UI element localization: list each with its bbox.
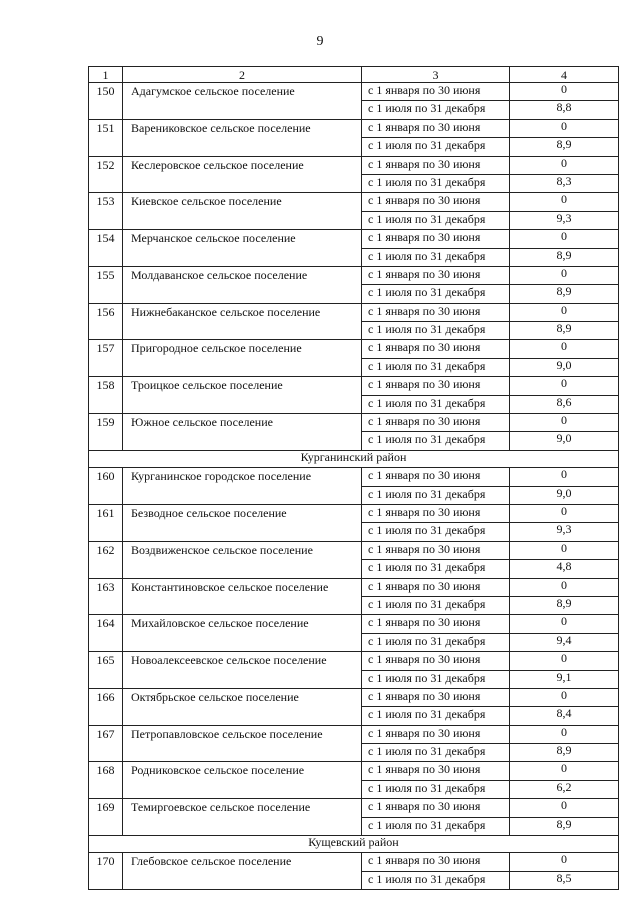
row-number: 152 [89, 156, 123, 193]
table-header-row [89, 67, 619, 83]
settlements-table [88, 66, 619, 890]
value-second-half: 9,0 [510, 486, 619, 504]
value-second-half: 8,6 [510, 395, 619, 413]
value-first-half: 0 [510, 468, 619, 486]
period-second-half: с 1 июля по 31 декабря [362, 670, 510, 688]
table-body [89, 67, 619, 890]
value-first-half: 0 [510, 853, 619, 871]
period-second-half: с 1 июля по 31 декабря [362, 432, 510, 450]
period-first-half: с 1 января по 30 июня [362, 119, 510, 137]
value-first-half: 0 [510, 377, 619, 395]
value-first-half: 0 [510, 303, 619, 321]
period-second-half: с 1 июля по 31 декабря [362, 248, 510, 266]
row-number: 155 [89, 266, 123, 303]
table-row [89, 541, 619, 559]
period-second-half: с 1 июля по 31 декабря [362, 322, 510, 340]
settlement-name: Киевское сельское поселение [123, 193, 362, 230]
value-first-half: 0 [510, 504, 619, 522]
period-second-half: с 1 июля по 31 декабря [362, 871, 510, 889]
value-first-half: 0 [510, 762, 619, 780]
table-row [89, 414, 619, 432]
period-first-half: с 1 января по 30 июня [362, 230, 510, 248]
value-second-half: 8,9 [510, 285, 619, 303]
row-number: 170 [89, 853, 123, 890]
table-row [89, 615, 619, 633]
settlement-name: Октябрьское сельское поселение [123, 688, 362, 725]
period-second-half: с 1 июля по 31 декабря [362, 138, 510, 156]
period-first-half: с 1 января по 30 июня [362, 578, 510, 596]
settlement-name: Новоалексеевское сельское поселение [123, 652, 362, 689]
value-first-half: 0 [510, 83, 619, 101]
row-number: 158 [89, 377, 123, 414]
period-second-half: с 1 июля по 31 декабря [362, 395, 510, 413]
column-header-2: 2 [123, 67, 362, 83]
period-first-half: с 1 января по 30 июня [362, 468, 510, 486]
value-first-half: 0 [510, 414, 619, 432]
settlement-name: Южное сельское поселение [123, 414, 362, 451]
value-first-half: 0 [510, 578, 619, 596]
value-second-half: 8,9 [510, 596, 619, 614]
period-second-half: с 1 июля по 31 декабря [362, 744, 510, 762]
value-second-half: 8,3 [510, 174, 619, 192]
value-second-half: 4,8 [510, 560, 619, 578]
period-first-half: с 1 января по 30 июня [362, 725, 510, 743]
settlement-name: Мерчанское сельское поселение [123, 230, 362, 267]
value-first-half: 0 [510, 266, 619, 284]
value-second-half: 6,2 [510, 780, 619, 798]
table-row [89, 578, 619, 596]
value-second-half: 9,0 [510, 358, 619, 376]
period-second-half: с 1 июля по 31 декабря [362, 817, 510, 835]
row-number: 162 [89, 541, 123, 578]
row-number: 163 [89, 578, 123, 615]
settlement-name: Нижнебаканское сельское поселение [123, 303, 362, 340]
period-first-half: с 1 января по 30 июня [362, 652, 510, 670]
row-number: 157 [89, 340, 123, 377]
row-number: 150 [89, 83, 123, 120]
table-row [89, 230, 619, 248]
settlement-name: Глебовское сельское поселение [123, 853, 362, 890]
row-number: 165 [89, 652, 123, 689]
settlement-name: Михайловское сельское поселение [123, 615, 362, 652]
settlement-name: Петропавловское сельское поселение [123, 725, 362, 762]
period-second-half: с 1 июля по 31 декабря [362, 523, 510, 541]
row-number: 156 [89, 303, 123, 340]
table-row [89, 303, 619, 321]
column-header-1: 1 [89, 67, 123, 83]
table-row [89, 688, 619, 706]
value-second-half: 9,3 [510, 523, 619, 541]
settlement-name: Курганинское городское поселение [123, 468, 362, 505]
settlement-name: Родниковское сельское поселение [123, 762, 362, 799]
value-first-half: 0 [510, 340, 619, 358]
period-second-half: с 1 июля по 31 декабря [362, 596, 510, 614]
district-name: Курганинский район [89, 450, 619, 467]
district-name: Кущевский район [89, 836, 619, 853]
settlement-name: Троицкое сельское поселение [123, 377, 362, 414]
row-number: 160 [89, 468, 123, 505]
table-row [89, 156, 619, 174]
value-second-half: 9,4 [510, 633, 619, 651]
district-row [89, 450, 619, 467]
value-first-half: 0 [510, 230, 619, 248]
period-second-half: с 1 июля по 31 декабря [362, 285, 510, 303]
period-second-half: с 1 июля по 31 декабря [362, 211, 510, 229]
table-row [89, 725, 619, 743]
row-number: 166 [89, 688, 123, 725]
settlement-name: Темиргоевское сельское поселение [123, 799, 362, 836]
settlement-name: Константиновское сельское поселение [123, 578, 362, 615]
value-second-half: 8,5 [510, 871, 619, 889]
value-first-half: 0 [510, 688, 619, 706]
value-first-half: 0 [510, 615, 619, 633]
value-second-half: 8,9 [510, 322, 619, 340]
period-first-half: с 1 января по 30 июня [362, 266, 510, 284]
column-header-4: 4 [510, 67, 619, 83]
period-first-half: с 1 января по 30 июня [362, 688, 510, 706]
value-first-half: 0 [510, 652, 619, 670]
settlement-name: Пригородное сельское поселение [123, 340, 362, 377]
table-row [89, 853, 619, 871]
row-number: 169 [89, 799, 123, 836]
table-row [89, 340, 619, 358]
row-number: 161 [89, 504, 123, 541]
table-row [89, 468, 619, 486]
value-second-half: 9,0 [510, 432, 619, 450]
settlement-name: Воздвиженское сельское поселение [123, 541, 362, 578]
value-first-half: 0 [510, 193, 619, 211]
period-first-half: с 1 января по 30 июня [362, 504, 510, 522]
value-second-half: 9,3 [510, 211, 619, 229]
table-row [89, 266, 619, 284]
table-row [89, 652, 619, 670]
period-second-half: с 1 июля по 31 декабря [362, 486, 510, 504]
settlement-name: Безводное сельское поселение [123, 504, 362, 541]
row-number: 153 [89, 193, 123, 230]
row-number: 167 [89, 725, 123, 762]
period-first-half: с 1 января по 30 июня [362, 193, 510, 211]
column-header-3: 3 [362, 67, 510, 83]
value-second-half: 8,9 [510, 817, 619, 835]
table-row [89, 377, 619, 395]
value-first-half: 0 [510, 156, 619, 174]
period-second-half: с 1 июля по 31 декабря [362, 174, 510, 192]
period-second-half: с 1 июля по 31 декабря [362, 560, 510, 578]
period-first-half: с 1 января по 30 июня [362, 762, 510, 780]
settlement-name: Адагумское сельское поселение [123, 83, 362, 120]
value-first-half: 0 [510, 799, 619, 817]
row-number: 168 [89, 762, 123, 799]
table-row [89, 504, 619, 522]
period-first-half: с 1 января по 30 июня [362, 340, 510, 358]
value-second-half: 9,1 [510, 670, 619, 688]
period-second-half: с 1 июля по 31 декабря [362, 358, 510, 376]
row-number: 154 [89, 230, 123, 267]
district-row [89, 836, 619, 853]
period-first-half: с 1 января по 30 июня [362, 156, 510, 174]
value-second-half: 8,9 [510, 744, 619, 762]
period-first-half: с 1 января по 30 июня [362, 541, 510, 559]
value-second-half: 8,9 [510, 138, 619, 156]
period-first-half: с 1 января по 30 июня [362, 377, 510, 395]
table-row [89, 83, 619, 101]
table-row [89, 193, 619, 211]
row-number: 164 [89, 615, 123, 652]
period-first-half: с 1 января по 30 июня [362, 83, 510, 101]
table-row [89, 119, 619, 137]
value-first-half: 0 [510, 725, 619, 743]
table-row [89, 799, 619, 817]
period-second-half: с 1 июля по 31 декабря [362, 707, 510, 725]
period-first-half: с 1 января по 30 июня [362, 615, 510, 633]
value-second-half: 8,4 [510, 707, 619, 725]
period-first-half: с 1 января по 30 июня [362, 799, 510, 817]
period-first-half: с 1 января по 30 июня [362, 414, 510, 432]
page-number: 9 [316, 34, 324, 49]
period-second-half: с 1 июля по 31 декабря [362, 633, 510, 651]
table-row [89, 762, 619, 780]
settlement-name: Молдаванское сельское поселение [123, 266, 362, 303]
settlement-name: Варениковское сельское поселение [123, 119, 362, 156]
row-number: 151 [89, 119, 123, 156]
value-first-half: 0 [510, 119, 619, 137]
period-first-half: с 1 января по 30 июня [362, 853, 510, 871]
period-second-half: с 1 июля по 31 декабря [362, 780, 510, 798]
value-first-half: 0 [510, 541, 619, 559]
period-first-half: с 1 января по 30 июня [362, 303, 510, 321]
value-second-half: 8,8 [510, 101, 619, 119]
row-number: 159 [89, 414, 123, 451]
period-second-half: с 1 июля по 31 декабря [362, 101, 510, 119]
settlement-name: Кеслеровское сельское поселение [123, 156, 362, 193]
value-second-half: 8,9 [510, 248, 619, 266]
